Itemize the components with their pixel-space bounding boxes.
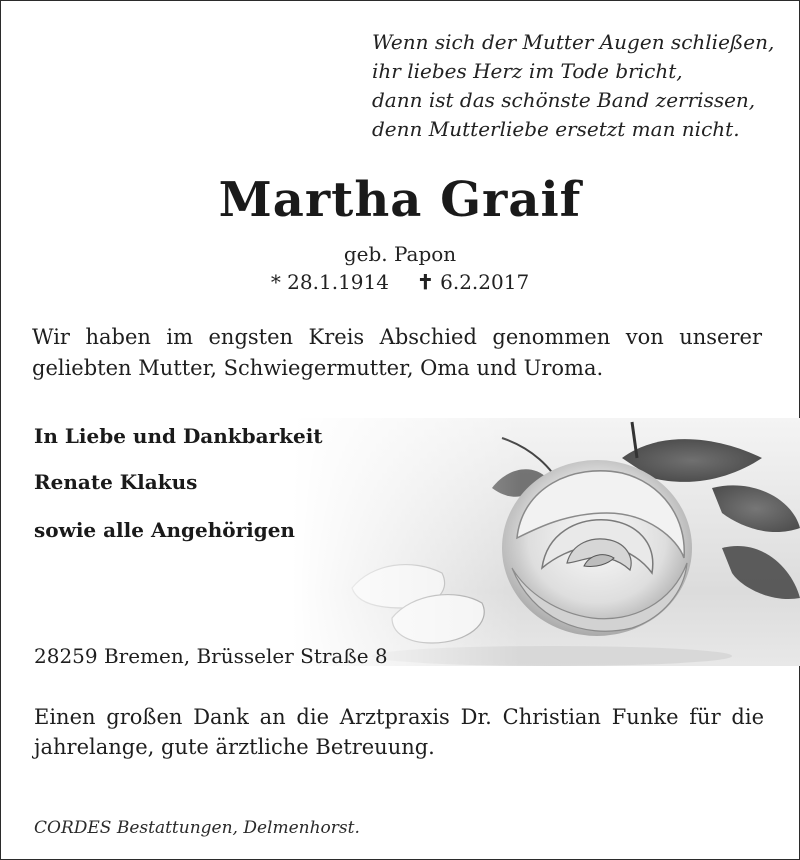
undertaker-credit: CORDES Bestattungen, Delmenhorst.	[34, 818, 360, 838]
farewell-text: Wir haben im engsten Kreis Abschied genommen von unserer geliebten Mutter, Schwiegermutter, Oma und Uroma.	[32, 325, 762, 380]
life-dates	[0, 270, 800, 294]
poem-line: Wenn sich der Mutter Augen schließen,	[372, 30, 775, 54]
mourner-name: Renate Klakus	[34, 470, 198, 494]
poem-line: denn Mutterliebe ersetzt man nicht.	[372, 117, 740, 141]
rose-image	[292, 418, 800, 666]
poem-line: ihr liebes Herz im Tode bricht,	[372, 59, 683, 83]
death-date: 6.2.2017	[440, 270, 530, 294]
birth-date: * 28.1.1914	[270, 270, 389, 294]
thanks-text: Einen großen Dank an die Arztpraxis Dr. Christian Funke für die jahrelange, gute ärztliche Betreuung.	[34, 705, 764, 759]
family-address: 28259 Bremen, Brüsseler Straße 8	[34, 644, 388, 668]
closing-phrase: In Liebe und Dankbarkeit	[34, 424, 323, 448]
birth-name: geb. Papon	[343, 242, 457, 266]
mourner-relatives: sowie alle Angehörigen	[34, 518, 295, 542]
poem-line: dann ist das schönste Band zerrissen,	[372, 88, 756, 112]
deceased-name: Martha Graif	[218, 172, 582, 228]
memorial-poem	[372, 28, 782, 144]
cross-icon: ✝	[416, 270, 434, 294]
